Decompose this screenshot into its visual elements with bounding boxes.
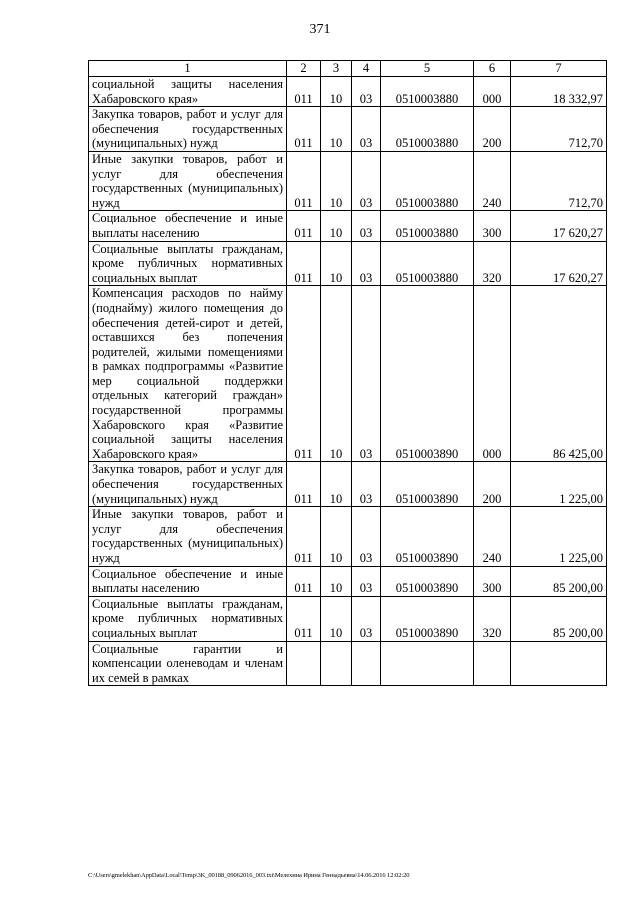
row-col-3 bbox=[321, 641, 352, 686]
row-description: Закупка товаров, работ и услуг для обеспечения государственных (муниципальных) нужд bbox=[89, 107, 287, 152]
row-amount: 712,70 bbox=[511, 151, 607, 210]
table-row bbox=[89, 151, 607, 210]
row-col-4 bbox=[352, 641, 381, 686]
row-col-4: 03 bbox=[352, 596, 381, 641]
row-col-4: 03 bbox=[352, 507, 381, 566]
row-description: Иные закупки товаров, работ и услуг для обеспечения государственных (муниципальных) нужд bbox=[89, 151, 287, 210]
row-amount: 85 200,00 bbox=[511, 566, 607, 596]
table-row bbox=[89, 596, 607, 641]
row-col-2: 011 bbox=[287, 77, 321, 107]
row-col-2: 011 bbox=[287, 507, 321, 566]
column-header-4: 4 bbox=[352, 61, 381, 77]
row-col-6: 200 bbox=[474, 107, 511, 152]
row-col-4: 03 bbox=[352, 286, 381, 462]
row-col-6: 240 bbox=[474, 507, 511, 566]
row-col-2: 011 bbox=[287, 241, 321, 286]
row-col-5: 0510003890 bbox=[381, 566, 474, 596]
row-col-5 bbox=[381, 641, 474, 686]
row-col-4: 03 bbox=[352, 151, 381, 210]
row-col-3: 10 bbox=[321, 107, 352, 152]
table-row bbox=[89, 107, 607, 152]
row-col-5: 0510003880 bbox=[381, 211, 474, 241]
row-col-3: 10 bbox=[321, 507, 352, 566]
row-amount: 86 425,00 bbox=[511, 286, 607, 462]
row-description: Социальные выплаты гражданам, кроме публичных нормативных социальных выплат bbox=[89, 596, 287, 641]
row-col-4: 03 bbox=[352, 566, 381, 596]
row-col-5: 0510003880 bbox=[381, 241, 474, 286]
row-col-5: 0510003890 bbox=[381, 507, 474, 566]
row-description: Компенсация расходов по найму (поднайму) жилого помещения до обеспечения детей-сирот и детей, оставшихся без попечения родителей, жилыми помещениями в рамках подпрограммы «Развитие мер социальной поддержки отдельных категорий граждан» государственной программы Хабаровского края «Развитие социальной защиты населения Хабаровского края» bbox=[89, 286, 287, 462]
row-description: Социальное обеспечение и иные выплаты населению bbox=[89, 566, 287, 596]
row-amount: 17 620,27 bbox=[511, 211, 607, 241]
row-col-4: 03 bbox=[352, 462, 381, 507]
row-col-6: 300 bbox=[474, 566, 511, 596]
row-col-6 bbox=[474, 641, 511, 686]
row-description: Социальное обеспечение и иные выплаты населению bbox=[89, 211, 287, 241]
row-amount: 712,70 bbox=[511, 107, 607, 152]
row-col-6: 320 bbox=[474, 241, 511, 286]
row-col-4: 03 bbox=[352, 77, 381, 107]
file-path-footer: C:\Users\gmelekhan\AppData\Local\Temp\3K_00188_09062016_003.txt\Мелехина Ирина Геннадьевна\14.06.2016 12:02:20 bbox=[88, 872, 410, 879]
row-col-6: 300 bbox=[474, 211, 511, 241]
column-header-1: 1 bbox=[89, 61, 287, 77]
row-col-4: 03 bbox=[352, 241, 381, 286]
column-header-2: 2 bbox=[287, 61, 321, 77]
row-col-2: 011 bbox=[287, 462, 321, 507]
row-col-6: 200 bbox=[474, 462, 511, 507]
row-col-2: 011 bbox=[287, 566, 321, 596]
row-col-5: 0510003880 bbox=[381, 77, 474, 107]
row-col-6: 000 bbox=[474, 77, 511, 107]
table-row bbox=[89, 77, 607, 107]
table-row bbox=[89, 641, 607, 686]
row-col-3: 10 bbox=[321, 211, 352, 241]
row-amount: 1 225,00 bbox=[511, 507, 607, 566]
row-col-6: 320 bbox=[474, 596, 511, 641]
row-col-6: 000 bbox=[474, 286, 511, 462]
row-col-2: 011 bbox=[287, 286, 321, 462]
table-row bbox=[89, 507, 607, 566]
row-description: Иные закупки товаров, работ и услуг для обеспечения государственных (муниципальных) нужд bbox=[89, 507, 287, 566]
row-col-3: 10 bbox=[321, 77, 352, 107]
row-col-2 bbox=[287, 641, 321, 686]
row-col-5: 0510003880 bbox=[381, 151, 474, 210]
row-description: Социальные гарантии и компенсации оленеводам и членам их семей в рамках bbox=[89, 641, 287, 686]
table-header-row bbox=[89, 61, 607, 77]
row-col-5: 0510003880 bbox=[381, 107, 474, 152]
row-description: Социальные выплаты гражданам, кроме публичных нормативных социальных выплат bbox=[89, 241, 287, 286]
row-col-3: 10 bbox=[321, 151, 352, 210]
row-col-2: 011 bbox=[287, 151, 321, 210]
row-col-2: 011 bbox=[287, 211, 321, 241]
page-number: 371 bbox=[309, 22, 331, 37]
row-col-3: 10 bbox=[321, 241, 352, 286]
row-amount bbox=[511, 641, 607, 686]
row-col-4: 03 bbox=[352, 211, 381, 241]
row-col-6: 240 bbox=[474, 151, 511, 210]
table-row bbox=[89, 286, 607, 462]
row-description: Закупка товаров, работ и услуг для обеспечения государственных (муниципальных) нужд bbox=[89, 462, 287, 507]
table-row bbox=[89, 462, 607, 507]
row-col-5: 0510003890 bbox=[381, 286, 474, 462]
row-col-4: 03 bbox=[352, 107, 381, 152]
row-col-2: 011 bbox=[287, 107, 321, 152]
row-col-3: 10 bbox=[321, 596, 352, 641]
row-col-5: 0510003890 bbox=[381, 596, 474, 641]
row-col-3: 10 bbox=[321, 566, 352, 596]
table-row bbox=[89, 211, 607, 241]
table-row bbox=[89, 241, 607, 286]
row-amount: 85 200,00 bbox=[511, 596, 607, 641]
column-header-7: 7 bbox=[511, 61, 607, 77]
row-col-5: 0510003890 bbox=[381, 462, 474, 507]
column-header-3: 3 bbox=[321, 61, 352, 77]
column-header-6: 6 bbox=[474, 61, 511, 77]
row-col-3: 10 bbox=[321, 462, 352, 507]
table-row bbox=[89, 566, 607, 596]
row-amount: 18 332,97 bbox=[511, 77, 607, 107]
row-amount: 17 620,27 bbox=[511, 241, 607, 286]
column-header-5: 5 bbox=[381, 61, 474, 77]
budget-table bbox=[88, 60, 607, 686]
row-description: социальной защиты населения Хабаровского края» bbox=[89, 77, 287, 107]
row-col-2: 011 bbox=[287, 596, 321, 641]
row-amount: 1 225,00 bbox=[511, 462, 607, 507]
row-col-3: 10 bbox=[321, 286, 352, 462]
